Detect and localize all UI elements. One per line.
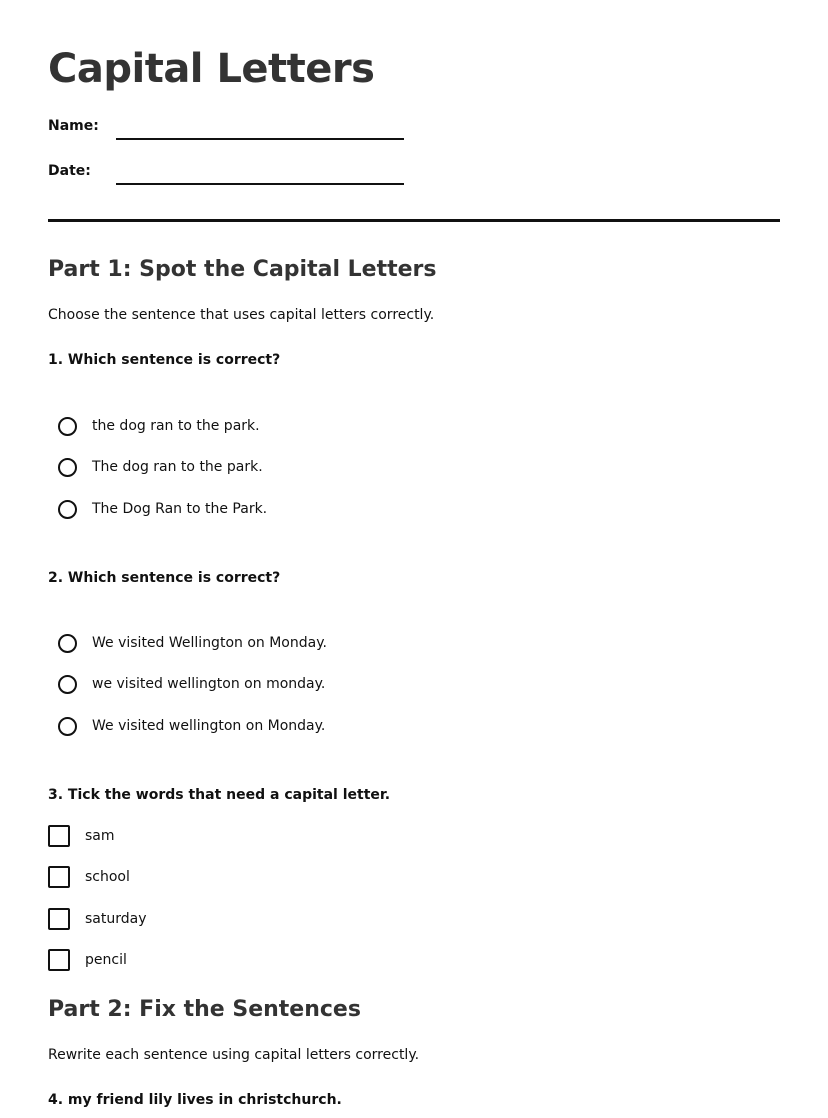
option-label: The dog ran to the park. [92, 459, 263, 475]
q3-option-2[interactable] [48, 865, 130, 889]
q1-option-1[interactable] [58, 414, 260, 438]
option-label: the dog ran to the park. [92, 418, 260, 434]
part2-heading: Part 2: Fix the Sentences [48, 997, 361, 1022]
question-4-prompt: 4. my friend lily lives in christchurch. [48, 1092, 342, 1108]
option-label: sam [85, 828, 115, 844]
checkbox[interactable] [48, 866, 70, 888]
option-label: The Dog Ran to the Park. [92, 501, 268, 517]
option-label: We visited Wellington on Monday. [92, 635, 327, 651]
option-label: saturday [85, 911, 147, 927]
option-label: pencil [85, 952, 127, 968]
header-divider [48, 219, 780, 222]
q3-option-3[interactable] [48, 907, 147, 931]
part1-heading: Part 1: Spot the Capital Letters [48, 257, 437, 282]
question-1-prompt: 1. Which sentence is correct? [48, 352, 281, 368]
radio-button[interactable] [58, 458, 77, 477]
name-field[interactable] [116, 138, 404, 140]
radio-button[interactable] [58, 500, 77, 519]
worksheet-title: Capital Letters [48, 46, 375, 92]
q2-option-1[interactable] [58, 631, 327, 655]
question-3-prompt: 3. Tick the words that need a capital letter. [48, 787, 391, 803]
radio-button[interactable] [58, 717, 77, 736]
date-field[interactable] [116, 183, 404, 185]
q1-option-3[interactable] [58, 497, 267, 521]
part2-instruction: Rewrite each sentence using capital letters correctly. [48, 1047, 420, 1063]
checkbox[interactable] [48, 825, 70, 847]
q1-option-2[interactable] [58, 455, 263, 479]
radio-button[interactable] [58, 417, 77, 436]
checkbox[interactable] [48, 908, 70, 930]
name-label: Name: [48, 118, 99, 134]
checkbox[interactable] [48, 949, 70, 971]
q2-option-3[interactable] [58, 714, 325, 738]
q3-option-4[interactable] [48, 948, 127, 972]
q2-option-2[interactable] [58, 672, 325, 696]
option-label: we visited wellington on monday. [92, 676, 326, 692]
radio-button[interactable] [58, 634, 77, 653]
q3-option-1[interactable] [48, 824, 115, 848]
question-2-prompt: 2. Which sentence is correct? [48, 570, 281, 586]
option-label: We visited wellington on Monday. [92, 718, 326, 734]
radio-button[interactable] [58, 675, 77, 694]
option-label: school [85, 869, 130, 885]
part1-instruction: Choose the sentence that uses capital letters correctly. [48, 307, 435, 323]
date-label: Date: [48, 163, 91, 179]
